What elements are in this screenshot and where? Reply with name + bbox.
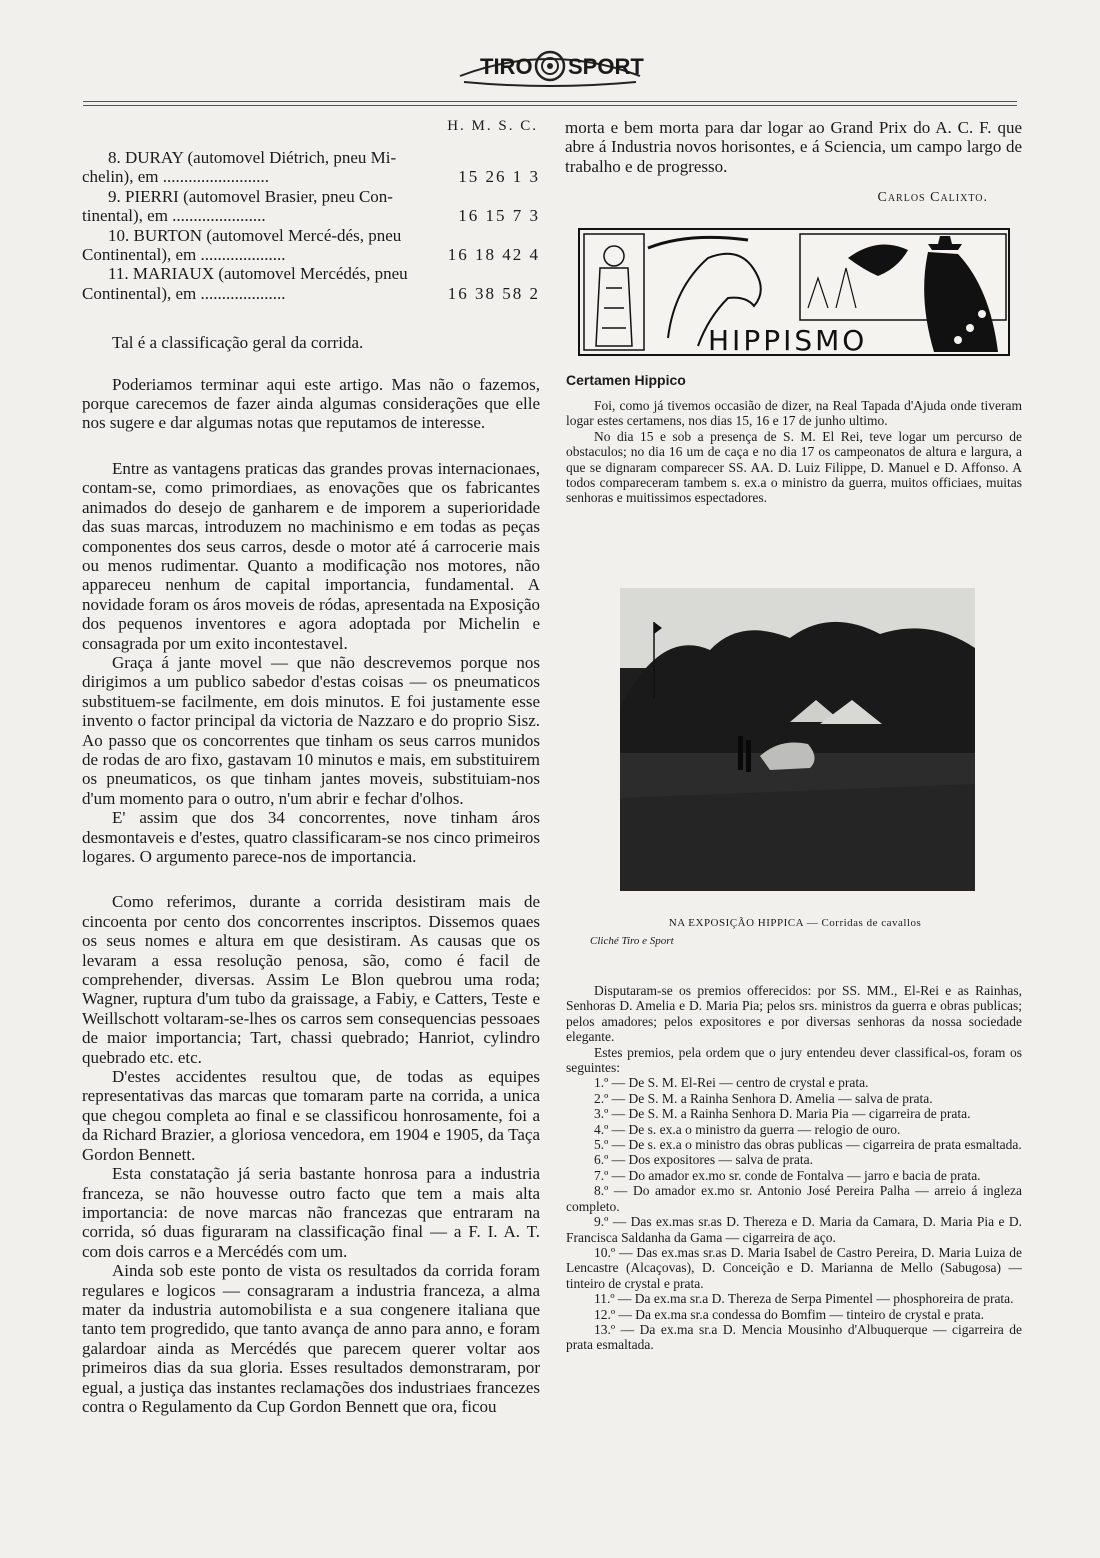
paragraph: Disputaram-se os premios offerecidos: por SS. MM., El-Rei e as Rainhas, Senhoras D. Amelia e D. Maria Pia; pelos srs. ministros da guerra e obras publicas; pelos amadores; pelos expositores e por diversas senhoras da nossa sociedade elegante. [566, 983, 1022, 1045]
results-header: H. M. S. C. [447, 118, 538, 134]
prize-item: 11.º — Da ex.ma sr.a D. Thereza de Serpa Pimentel — phosphoreira de prata. [594, 1291, 1014, 1307]
result-line: Continental), em .................... [82, 283, 286, 303]
paragraph: E' assim que dos 34 concorrentes, nove tinham áros desmontaveis e d'estes, quatro classificaram-se nos cinco primeiros logares. O argumento parece-nos de importancia. [82, 808, 540, 866]
result-entry [82, 226, 540, 265]
paragraph: Esta constatação já seria bastante honrosa para a industria franceza, se não houvesse outro facto que tem a mais alta importancia: de nove marcas não francezas que entraram na corrida, só duas figuraram na classificação final — a F. I. A. T. com dois carros e a Mercédés com um. [82, 1164, 540, 1261]
paragraph: Ainda sob este ponto de vista os resultados da corrida foram regulares e logicos — consagraram a industria franceza, a alma mater da industria automobilista e a sua congenere italiana que tanto tem progredido, que tanto avança de anno para anno, e foram galardoar ainda as Mercédés que parecem querer voltar aos primeiros dias da sua gloria. Esses resultados demonstraram, por egual, a justiça das instantes reclamações dos industriaes francezes contra o Regulamento da Cup Gordon Bennett que ora, ficou [82, 1261, 540, 1416]
right-column-top [565, 118, 1022, 206]
prize-item: 8.º — Do amador ex.mo sr. Antonio José Pereira Palha — arreio á ingleza completo. [566, 1183, 1022, 1214]
prize-item: 1.º — De S. M. El-Rei — centro de crystal e prata. [594, 1075, 869, 1091]
prize-item: 2.º — De S. M. a Rainha Senhora D. Amelia — salva de prata. [594, 1090, 933, 1106]
hippismo-title: HIPPISMO [708, 324, 868, 356]
prize-item: 6.º — Dos expositores — salva de prata. [594, 1152, 814, 1168]
svg-text:SPORT: SPORT [568, 54, 644, 79]
photo-credit: Cliché Tiro e Sport [590, 935, 674, 947]
paragraph: Como referimos, durante a corrida desistiram mais de cincoenta por cento dos concorrentes inscriptos. Dissemos quaes os seus nomes e altura em que desistiram. As causas que os levaram a essa resolução penosa, são, como é facil de comprehender, diversas. Assim Le Blon quebrou uma roda; Wagner, ruptura d'um tubo da graissage, a Fabiy, e Catters, Teste e Weillschott voltaram-se-lhes os carros sem consequencias pessoaes de maior importancia; Tart, chassi quebrado; Hanriot, cylindro quebrado etc. etc. [82, 892, 540, 1067]
result-line: 11. MARIAUX (automovel Mercédés, pneu [108, 264, 408, 284]
result-line: 8. DURAY (automovel Diétrich, pneu Mi- [108, 148, 397, 167]
result-time: 15 26 1 3 [458, 167, 540, 187]
prize-item: 12.º — Da ex.ma sr.a condessa do Bomfim — tinteiro de crystal e prata. [594, 1306, 984, 1322]
masthead-logo [450, 38, 650, 90]
result-line: tinental), em ...................... [82, 206, 266, 226]
prize-item: 4.º — De s. ex.a o ministro da guerra — relogio de ouro. [594, 1121, 901, 1137]
hippismo-banner [578, 228, 1010, 356]
left-column [82, 118, 540, 1416]
paragraph: Tal é a classificação geral da corrida. [112, 333, 364, 353]
paragraph: No dia 15 e sob a presença de S. M. El Rei, teve logar um percurso de obstaculos; no dia 16 um de caça e no dia 17 os campeonatos de altura e largura, a que se dignaram comparecer SS. AA. D. Luiz Filippe, D. Manuel e D. Affonso. A todos compareceram tambem s. ex.a o ministro da guerra, muitos officiaes, muitas senhoras e muitissimos espectadores. [566, 428, 1022, 506]
article-continuation [565, 118, 1022, 176]
result-line: 10. BURTON (automovel Mercé-dés, pneu [108, 225, 402, 245]
header-rule [83, 101, 1017, 102]
author-signature: Carlos Calixto. [877, 190, 988, 206]
result-time: 16 18 42 4 [447, 245, 540, 265]
result-line: chelin), em ......................... [82, 167, 269, 187]
prizes-list [566, 983, 1022, 1353]
paragraph: Entre as vantagens praticas das grandes provas internacionaes, contam-se, como primordiaes, as enovações que os fabricantes animados do desejo de ganharem e de imporem a superioridade das suas marcas, introduzem no machinismo e em todas as peças componentes dos seus carros, desde o motor até á carrocerie mais ou menos rudimentar. Quanto a modificação nos motores, não appareceu nenhum de capital importancia, fundamental. A novidade foram os áros moveis de ródas, apresentada na Exposição dos pequenos inventores e agora adoptada por Michelin e consagrada por um exito incontestavel. [82, 458, 540, 653]
hippic-article [566, 398, 1022, 506]
paragraph: morta e bem morta para dar logar ao Grand Prix do A. C. F. que abre á Industria novos horisontes, e á Sciencia, um campo largo de trabalho e de progresso. [565, 118, 1022, 176]
paragraph: Estes premios, pela ordem que o jury entendeu dever classifical-os, foram os seguintes: [566, 1044, 1022, 1076]
section-title: Certamen Hippico [566, 372, 686, 388]
paragraph: Poderiamos terminar aqui este artigo. Mas não o fazemos, porque carecemos de fazer ainda algumas considerações que elle nos sugere e dar algumas notas que reputamos de interesse. [82, 374, 540, 433]
result-line: 9. PIERRI (automovel Brasier, pneu Con- [108, 186, 393, 206]
article-body [82, 333, 540, 1416]
prize-item: 7.º — Do amador ex.mo sr. conde de Fontalva — jarro e bacia de prata. [594, 1167, 981, 1183]
paragraph: D'estes accidentes resultou que, de todas as equipes representativas das marcas que tomaram parte na corrida, a unica que chegou completa ao final e se classificou honrosamente, foi a da Richard Brazier, a gloriosa vencedora, em 1904 e 1905, da Taça Gordon Bennett. [82, 1067, 540, 1164]
result-entry [82, 264, 540, 303]
header-rule-thin [83, 105, 1017, 106]
prize-item: 3.º — De S. M. a Rainha Senhora D. Maria Pia — cigarreira de prata. [594, 1106, 971, 1122]
prize-item: 9.º — Das ex.mas sr.as D. Thereza e D. Maria da Camara, D. Maria Pia e D. Francisca Saldanha da Gama — cigarreira de aço. [566, 1214, 1022, 1245]
photo-caption: NA EXPOSIÇÃO HIPPICA — Corridas de cavallos [668, 917, 922, 929]
result-time: 16 15 7 3 [458, 206, 540, 226]
event-photo [620, 588, 975, 891]
result-time: 16 38 58 2 [447, 283, 540, 303]
result-entry [82, 187, 540, 226]
result-line: Continental), em .................... [82, 245, 286, 265]
paragraph: Foi, como já tivemos occasião de dizer, na Real Tapada d'Ajuda onde tiveram logar estes certamens, nos dias 15, 16 e 17 de junho ultimo. [566, 398, 1022, 429]
paragraph: Graça á jante movel — que não descrevemos porque nos dirigimos a um publico sabedor d'estas coisas — os pneumaticos substituem-se facilmente, em dois minutos. E foi justamente esse invento o factor principal da victoria de Nazzaro e do proprio Sisz. Ao passo que os concorrentes que tinham os seus carros munidos de rodas de aro fixo, gastavam 10 minutos e mais, em substituirem os pneumaticos, os que tinham jantes moveis, substituiam-nos d'um momento para o outro, n'um abrir e fechar d'olhos. [82, 652, 540, 808]
prize-item: 13.º — Da ex.ma sr.a D. Mencia Mousinho d'Albuquerque — cigarreira de prata esmaltada. [566, 1321, 1022, 1353]
result-entry [82, 148, 540, 187]
prize-item: 5.º — De s. ex.a o ministro das obras publicas — cigarreira de prata esmaltada. [594, 1137, 1022, 1153]
svg-text:TIRO: TIRO [480, 54, 533, 79]
prize-item: 10.º — Das ex.mas sr.as D. Maria Isabel de Castro Pereira, D. Maria Luiza de Lencastre (Alcaçovas), D. Conceição e D. Marianna de Mello (Sabugosa) — tinteiro de crystal e prata. [566, 1244, 1022, 1291]
